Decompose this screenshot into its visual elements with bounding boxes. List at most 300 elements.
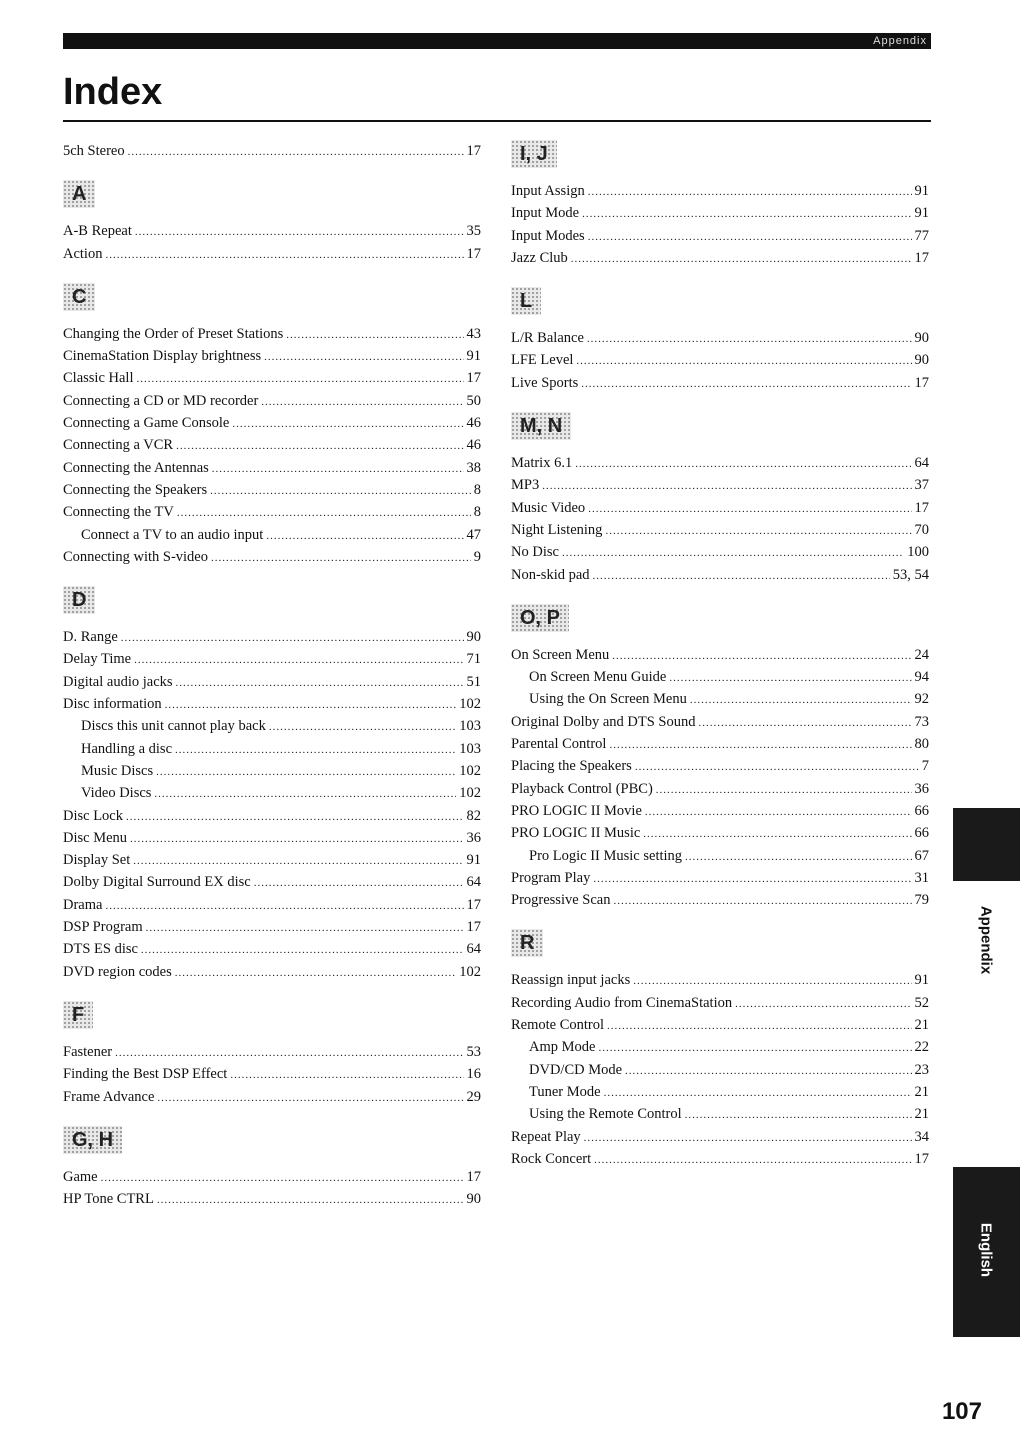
index-group-l <box>511 269 929 394</box>
dot-leader <box>175 739 456 761</box>
index-entry <box>511 969 929 991</box>
index-page: 31 <box>914 869 929 886</box>
index-page: 102 <box>459 762 481 779</box>
index-page: 91 <box>466 348 481 365</box>
dot-leader <box>105 895 463 917</box>
index-entry <box>511 644 929 666</box>
dot-leader <box>146 917 464 939</box>
dot-leader <box>115 1042 463 1064</box>
index-page: 21 <box>914 1106 929 1123</box>
dot-leader <box>101 1167 464 1189</box>
index-entry <box>63 693 481 715</box>
index-entry <box>63 243 481 265</box>
index-page: 79 <box>914 892 929 909</box>
index-entry <box>63 345 481 367</box>
section-header-bar <box>63 33 931 49</box>
dot-leader <box>128 141 464 163</box>
letter-heading: G, H <box>63 1126 122 1154</box>
index-term: MP3 <box>511 477 540 494</box>
letter-heading: F <box>63 1001 93 1029</box>
index-entry <box>511 180 929 202</box>
index-entry <box>511 474 929 496</box>
index-page: 17 <box>466 245 481 262</box>
index-term: A-B Repeat <box>63 223 132 240</box>
letter-heading: L <box>511 287 541 315</box>
index-page: 91 <box>466 852 481 869</box>
index-term: Amp Mode <box>529 1039 596 1056</box>
dot-leader <box>105 244 463 266</box>
dot-leader <box>609 734 911 756</box>
index-entry <box>63 1166 481 1188</box>
index-term: Connecting the Speakers <box>63 481 208 498</box>
dot-leader <box>286 324 463 346</box>
index-page: 50 <box>466 392 481 409</box>
index-term: Changing the Order of Preset Stations <box>63 325 284 342</box>
dot-leader <box>643 823 911 845</box>
index-term: Digital audio jacks <box>63 673 173 690</box>
index-term: Recording Audio from CinemaStation <box>511 994 733 1011</box>
index-group-gh <box>63 1108 481 1211</box>
index-page: 90 <box>914 352 929 369</box>
index-term: Display Set <box>63 852 131 869</box>
dot-leader <box>133 850 463 872</box>
index-term: Disc Menu <box>63 829 128 846</box>
dot-leader <box>607 1015 911 1037</box>
index-term: Placing the Speakers <box>511 758 632 775</box>
index-term: Reassign input jacks <box>511 972 631 989</box>
index-term: Remote Control <box>511 1017 605 1034</box>
index-page: 102 <box>459 785 481 802</box>
index-entry <box>63 323 481 345</box>
index-subentry <box>63 524 481 546</box>
index-page: 46 <box>466 437 481 454</box>
letter-heading: D <box>63 586 95 614</box>
index-term: Connecting a CD or MD recorder <box>63 392 259 409</box>
index-column-right <box>511 122 929 1170</box>
dot-leader <box>633 970 911 992</box>
dot-leader <box>210 480 471 502</box>
index-group-ij <box>511 122 929 269</box>
dot-leader <box>211 547 471 569</box>
index-page: 53 <box>466 1043 481 1060</box>
index-term: DSP Program <box>63 919 143 936</box>
index-entry <box>63 546 481 568</box>
index-term: Finding the Best DSP Effect <box>63 1066 228 1083</box>
index-term: Connecting the Antennas <box>63 459 209 476</box>
index-page: 17 <box>466 370 481 387</box>
index-entry <box>63 671 481 693</box>
dot-leader <box>269 716 456 738</box>
index-entry <box>63 140 481 162</box>
dot-leader <box>612 645 911 667</box>
index-entry <box>63 412 481 434</box>
dot-leader <box>130 828 463 850</box>
index-term: Progressive Scan <box>511 892 611 909</box>
index-term: Input Assign <box>511 183 585 199</box>
dot-leader <box>669 667 911 689</box>
dot-leader <box>698 712 911 734</box>
index-entry <box>63 479 481 501</box>
letter-heading: I, J <box>511 140 557 168</box>
index-term: Matrix 6.1 <box>511 455 573 472</box>
index-term: Connect a TV to an audio input <box>81 526 264 543</box>
dot-leader <box>212 458 464 480</box>
index-entry <box>63 367 481 389</box>
dot-leader <box>134 649 463 671</box>
dot-leader <box>175 962 457 984</box>
index-entry <box>63 626 481 648</box>
index-term: On Screen Menu <box>511 646 610 663</box>
index-term: Disc Lock <box>63 807 123 824</box>
dot-leader <box>593 868 911 890</box>
index-page: 103 <box>459 740 481 757</box>
index-page: 8 <box>473 504 481 521</box>
index-subentry <box>63 782 481 804</box>
index-page: 46 <box>466 415 481 432</box>
index-entry <box>63 961 481 983</box>
index-page: 21 <box>914 1017 929 1034</box>
dot-leader <box>176 435 463 457</box>
letter-heading: A <box>63 180 95 208</box>
index-entry <box>511 822 929 844</box>
letter-heading: C <box>63 283 95 311</box>
index-entry <box>63 501 481 523</box>
index-term: Handling a disc <box>81 740 173 757</box>
index-entry <box>511 225 929 247</box>
index-page: 17 <box>466 896 481 913</box>
index-term: Pro Logic II Music setting <box>529 847 683 864</box>
index-term: Action <box>63 245 103 262</box>
index-group-r <box>511 911 929 1170</box>
index-page: 90 <box>914 330 929 347</box>
index-group-a <box>63 162 481 265</box>
index-page: 36 <box>466 829 481 846</box>
dot-leader <box>157 1189 464 1211</box>
dot-leader <box>593 565 890 587</box>
index-entry <box>63 434 481 456</box>
dot-leader <box>581 373 911 395</box>
dot-leader <box>135 221 464 243</box>
index-page: 67 <box>914 847 929 864</box>
index-term: D. Range <box>63 629 118 646</box>
index-term: Tuner Mode <box>529 1083 601 1100</box>
index-term: Using the Remote Control <box>529 1106 682 1123</box>
index-term: PRO LOGIC II Music <box>511 825 641 842</box>
index-page: 17 <box>466 919 481 936</box>
index-entry <box>63 1188 481 1210</box>
dot-leader <box>594 1149 911 1171</box>
index-term: Connecting with S-video <box>63 548 208 565</box>
index-entry <box>511 800 929 822</box>
page-number: 107 <box>941 1398 982 1425</box>
index-group-mn <box>511 394 929 586</box>
index-term: Game <box>63 1168 98 1185</box>
index-group-f <box>63 983 481 1108</box>
index-page: 17 <box>914 499 929 516</box>
index-term: Disc information <box>63 696 162 713</box>
index-page: 47 <box>466 526 481 543</box>
dot-leader <box>156 761 456 783</box>
index-page: 17 <box>914 1150 929 1167</box>
index-term: Classic Hall <box>63 370 134 387</box>
index-term: Music Discs <box>81 762 154 779</box>
dot-leader <box>645 801 912 823</box>
index-term: DVD region codes <box>63 963 172 980</box>
dot-leader <box>588 181 912 203</box>
index-page: 91 <box>914 205 929 222</box>
index-subentry <box>63 760 481 782</box>
index-term: Fastener <box>63 1043 113 1060</box>
index-page: 64 <box>914 455 929 472</box>
index-page: 36 <box>914 780 929 797</box>
index-group-d <box>63 568 481 983</box>
english-side-label: English <box>977 1222 995 1278</box>
index-page: 34 <box>914 1128 929 1145</box>
dot-leader <box>625 1060 911 1082</box>
index-subentry <box>511 845 929 867</box>
dot-leader <box>176 672 464 694</box>
index-subentry <box>511 666 929 688</box>
index-term: Connecting a Game Console <box>63 415 230 432</box>
index-page: 90 <box>466 1191 481 1208</box>
index-entry <box>511 867 929 889</box>
index-term: HP Tone CTRL <box>63 1191 154 1208</box>
index-page: 92 <box>914 691 929 708</box>
index-group-op <box>511 586 929 912</box>
index-term: Connecting a VCR <box>63 437 174 454</box>
index-subentry <box>511 688 929 710</box>
dot-leader <box>266 525 463 547</box>
index-page: 23 <box>914 1061 929 1078</box>
index-term: DTS ES disc <box>63 941 138 958</box>
index-column-left <box>63 140 481 1210</box>
index-page: 16 <box>466 1066 481 1083</box>
index-subentry <box>63 738 481 760</box>
dot-leader <box>587 328 912 350</box>
index-page: 94 <box>914 669 929 686</box>
index-page: 37 <box>914 477 929 494</box>
index-entry <box>511 202 929 224</box>
index-entry <box>511 497 929 519</box>
dot-leader <box>542 475 911 497</box>
index-page: 71 <box>466 651 481 668</box>
index-term: Video Discs <box>81 785 152 802</box>
index-page: 9 <box>473 548 481 565</box>
index-page: 17 <box>914 249 929 266</box>
dot-leader <box>575 453 911 475</box>
index-page: 73 <box>914 713 929 730</box>
index-entry <box>63 1041 481 1063</box>
index-entry <box>511 564 929 586</box>
section-label: Appendix <box>873 35 927 47</box>
index-entry <box>63 916 481 938</box>
index-subentry <box>63 715 481 737</box>
index-entry <box>63 220 481 242</box>
index-term: 5ch Stereo <box>63 143 125 159</box>
index-entry <box>63 871 481 893</box>
dot-leader <box>690 689 912 711</box>
dot-leader <box>584 1127 912 1149</box>
index-term: Discs this unit cannot play back <box>81 718 266 735</box>
index-entry <box>63 648 481 670</box>
index-entry <box>511 519 929 541</box>
index-page: 17 <box>914 374 929 391</box>
index-term: Program Play <box>511 869 591 886</box>
dot-leader <box>141 939 464 961</box>
index-page: 38 <box>466 459 481 476</box>
index-term: Live Sports <box>511 374 579 391</box>
dot-leader <box>165 694 457 716</box>
dot-leader <box>230 1064 463 1086</box>
index-page: 17 <box>466 143 481 159</box>
index-term: Music Video <box>511 499 586 516</box>
index-entry <box>511 327 929 349</box>
dot-leader <box>264 346 463 368</box>
index-subentry <box>511 1036 929 1058</box>
index-entry <box>511 349 929 371</box>
index-entry <box>63 849 481 871</box>
index-term: On Screen Menu Guide <box>529 669 667 686</box>
dot-leader <box>157 1087 463 1109</box>
index-entry <box>63 894 481 916</box>
index-page: 100 <box>907 544 929 561</box>
index-entry <box>63 457 481 479</box>
index-term: Dolby Digital Surround EX disc <box>63 874 251 891</box>
dot-leader <box>261 391 463 413</box>
index-page: 80 <box>914 736 929 753</box>
dot-leader <box>254 872 464 894</box>
index-term: L/R Balance <box>511 330 584 347</box>
index-entry <box>63 390 481 412</box>
dot-leader <box>136 368 463 390</box>
index-page: 64 <box>466 874 481 891</box>
dot-leader <box>576 350 911 372</box>
index-entry <box>63 827 481 849</box>
index-entry <box>63 805 481 827</box>
index-term: LFE Level <box>511 352 574 369</box>
dot-leader <box>685 846 911 868</box>
index-subentry <box>511 1059 929 1081</box>
index-entry <box>511 247 929 269</box>
index-page: 24 <box>914 646 929 663</box>
dot-leader <box>685 1104 912 1126</box>
index-page: 66 <box>914 802 929 819</box>
index-page: 22 <box>914 1039 929 1056</box>
index-term: Night Listening <box>511 521 603 538</box>
index-page: 102 <box>459 963 481 980</box>
index-entry <box>511 889 929 911</box>
index-entry <box>511 1014 929 1036</box>
appendix-side-tab <box>953 808 1020 881</box>
index-page: 43 <box>466 325 481 342</box>
index-term: Drama <box>63 896 103 913</box>
index-page: 52 <box>914 994 929 1011</box>
index-page: 35 <box>466 223 481 240</box>
dot-leader <box>154 783 456 805</box>
index-page: 70 <box>914 521 929 538</box>
index-page: 7 <box>921 758 929 775</box>
index-term: PRO LOGIC II Movie <box>511 802 642 819</box>
index-entry <box>511 1126 929 1148</box>
dot-leader <box>635 756 919 778</box>
index-term: Delay Time <box>63 651 132 668</box>
dot-leader <box>598 1037 911 1059</box>
dot-leader <box>126 806 464 828</box>
index-entry <box>511 778 929 800</box>
dot-leader <box>571 248 912 270</box>
dot-leader <box>121 627 464 649</box>
letter-heading: O, P <box>511 604 569 632</box>
index-term: Connecting the TV <box>63 504 174 521</box>
index-term: Original Dolby and DTS Sound <box>511 713 696 730</box>
index-term: Input Mode <box>511 205 580 222</box>
index-page: 64 <box>466 941 481 958</box>
index-term: Playback Control (PBC) <box>511 780 653 797</box>
index-entry <box>511 1148 929 1170</box>
index-page: 91 <box>914 972 929 989</box>
index-page: 102 <box>459 696 481 713</box>
letter-heading: R <box>511 929 543 957</box>
index-term: Using the On Screen Menu <box>529 691 687 708</box>
dot-leader <box>588 498 911 520</box>
index-subentry <box>511 1081 929 1103</box>
index-entry <box>511 711 929 733</box>
dot-leader <box>605 520 911 542</box>
index-term: Input Modes <box>511 227 585 244</box>
dot-leader <box>613 890 911 912</box>
index-term: Frame Advance <box>63 1088 155 1105</box>
index-term: CinemaStation Display brightness <box>63 348 262 365</box>
dot-leader <box>656 779 912 801</box>
index-entry <box>511 992 929 1014</box>
index-page: 91 <box>914 183 929 199</box>
index-entry <box>511 452 929 474</box>
index-entry <box>511 733 929 755</box>
letter-heading: M, N <box>511 412 571 440</box>
index-page: 53, 54 <box>892 566 929 583</box>
page-title: Index <box>63 71 163 113</box>
index-page: 8 <box>473 481 481 498</box>
index-entry <box>63 1086 481 1108</box>
index-term: Parental Control <box>511 736 607 753</box>
index-page: 90 <box>466 629 481 646</box>
index-entry <box>511 541 929 563</box>
index-term: DVD/CD Mode <box>529 1061 623 1078</box>
index-entry <box>63 938 481 960</box>
index-page: 17 <box>466 1168 481 1185</box>
index-page: 82 <box>466 807 481 824</box>
index-entry <box>511 755 929 777</box>
appendix-side-label: Appendix <box>977 905 995 975</box>
dot-leader <box>582 203 911 225</box>
index-page: 103 <box>459 718 481 735</box>
index-group-c <box>63 265 481 568</box>
index-term: Repeat Play <box>511 1128 581 1145</box>
index-term: No Disc <box>511 544 559 561</box>
index-page: 77 <box>914 227 929 244</box>
index-page: 66 <box>914 825 929 842</box>
dot-leader <box>177 502 471 524</box>
index-term: Rock Concert <box>511 1150 592 1167</box>
dot-leader <box>735 993 911 1015</box>
index-page: 51 <box>466 673 481 690</box>
dot-leader <box>604 1082 912 1104</box>
dot-leader <box>588 226 912 248</box>
index-page: 21 <box>914 1083 929 1100</box>
index-term: Jazz Club <box>511 249 568 266</box>
dot-leader <box>232 413 463 435</box>
index-page: 29 <box>466 1088 481 1105</box>
